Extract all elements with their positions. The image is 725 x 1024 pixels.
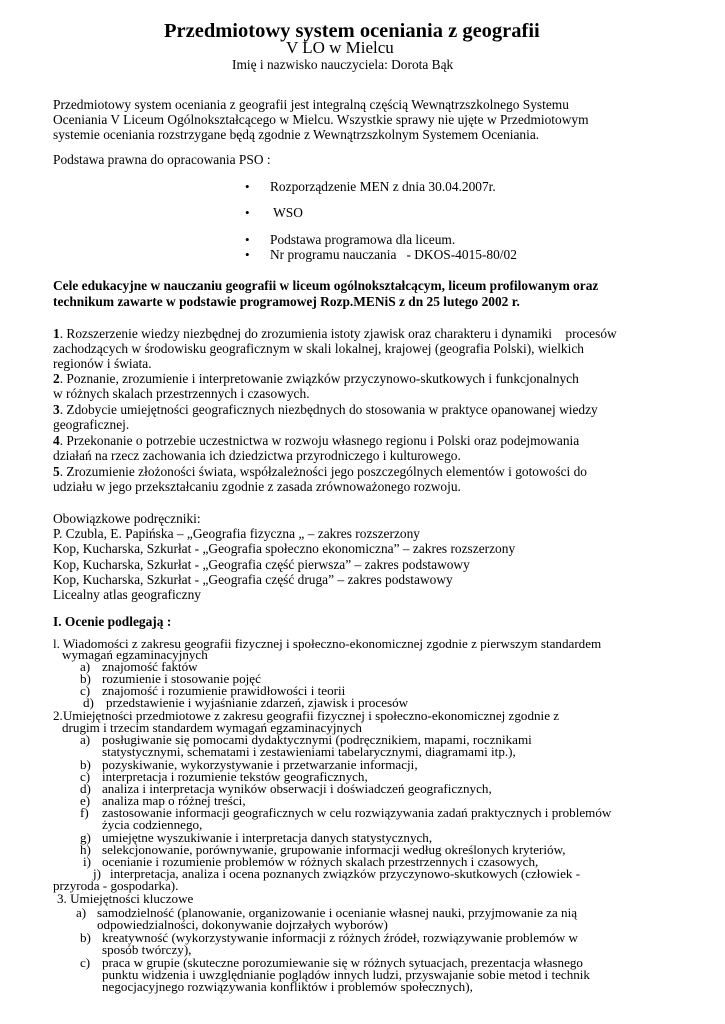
section-2-title: drugim i trzecim standardem wymagań egzaminacyjnych [62,720,362,735]
list-label: c) [80,683,91,698]
intro-line: systemie oceniania rozstrzygane będą zgodnie z Wewnątrzszkolnym Systemem Oceniania. [53,127,540,142]
goal-item-2: 2. Poznanie, zrozumienie i interpretowanie związków przyczynowo-skutkowych i funkcjonalnych [53,371,579,386]
list-item: posługiwanie się pomocami dydaktycznymi (podręcznikiem, mapami, rocznikami [102,732,532,747]
teacher-name: Imię i nazwisko nauczyciela: Dorota Bąk [232,57,454,72]
list-label: a) [80,732,91,747]
bullet-icon: • [245,179,250,194]
goals-heading: technikum zawarte w podstawie programowej Rozp.MENiS z dn 25 lutego 2002 r. [53,294,520,309]
list-label: a) [76,905,87,920]
goal-line: zachodzących w środowisku geograficznym w skali lokalnej, krajowej (geografia Polski), wielkich [53,341,584,356]
textbook-item: Kop, Kucharska, Szkurłat - „Geografia część pierwsza” – zakres podstawowy [53,557,470,572]
list-item: ocenianie i rozumienie problemów w różnych skalach przestrzennych i czasowych, [102,854,539,869]
list-label: b) [80,757,91,772]
list-item: interpretacja, analiza i ocena poznanych związków przyczynowo-skutkowych (człowiek - [110,866,581,881]
section-2-title: 2.Umiejętności przedmiotowe z zakresu geografii fizycznej i społeczno-ekonomicznej zgodnie z [53,708,560,723]
list-label: d) [80,781,91,796]
list-item: praca w grupie (skuteczne porozumiewanie się w różnych sytuacjach, prezentacja własnego [102,955,583,970]
legal-basis-item: Nr programu nauczania - DKOS-4015-80/02 [270,247,517,262]
list-item-cont: sposób twórczy), [102,942,192,957]
goal-line: działań na rzecz zachowania ich dziedzictwa przyrodniczego i kulturowego. [53,448,461,463]
list-label: c) [80,769,91,784]
list-item: pozyskiwanie, wykorzystywanie i przetwarzanie informacji, [102,757,418,772]
legal-basis-heading: Podstawa prawna do opracowania PSO : [53,152,271,167]
list-item: rozumienie i stosowanie pojęć [102,671,261,686]
bullet-icon: • [245,205,250,220]
textbooks-heading: Obowiązkowe podręczniki: [53,511,201,526]
intro-line: Oceniania V Liceum Ogólnokształcącego w Mielcu. Wszystkie sprawy nie ujęte w Przedmiotowym [53,112,589,127]
list-label: i) [83,854,91,869]
section-3-title: 3. Umiejętności kluczowe [57,891,194,906]
legal-basis-item: WSO [270,205,303,220]
list-label: b) [80,671,91,686]
goal-line: regionów i świata. [53,356,152,371]
list-item: zastosowanie informacji geograficznych w celu rozwiązywania zadań praktycznych i problemów [102,805,612,820]
list-item-cont: przyroda - gospodarka). [53,878,179,893]
list-item: analiza map o różnej treści, [102,793,246,808]
section-1-title: wymagań egzaminacyjnych [62,647,208,662]
goals-heading: Cele edukacyjne w nauczaniu geografii w liceum ogólnokształcącym, liceum profilowanym oraz [53,278,599,293]
list-item: kreatywność (wykorzystywanie informacji z różnych źródeł, rozwiązywanie problemów w [102,930,578,945]
list-item: umiejętne wyszukiwanie i interpretacja danych statystycznych, [102,830,433,845]
list-item: samodzielność (planowanie, organizowanie i ocenianie własnej nauki, przyjmowanie za nią [97,905,578,920]
intro-line: Przedmiotowy system oceniania z geografii jest integralną częścią Wewnątrzszkolnego Systemu [53,97,569,112]
list-item-cont: statystycznymi, schematami i zestawieniami tabelarycznymi, diagramami itp.), [102,744,516,759]
goal-line: udziału w jego przekształcaniu zgodnie z zasada zrównoważonego rozwoju. [53,479,461,494]
goal-line: w różnych skalach przestrzennych i czasowych. [53,386,310,401]
list-item-cont: odpowiedzialności, dokonywanie dojrzałych wyborów) [97,917,388,932]
textbook-item: Kop, Kucharska, Szkurłat - „Geografia społeczno ekonomiczna” – zakres rozszerzony [53,541,516,556]
list-item-cont: życia codziennego, [102,817,203,832]
list-item: znajomość i rozumienie prawidłowości i teorii [102,683,346,698]
list-label: g) [80,830,91,845]
list-item: interpretacja i rozumienie tekstów geograficznych, [102,769,368,784]
list-item-cont: negocjacyjnego rozwiązywania konfliktów i problemów społecznych), [102,979,473,994]
bullet-icon: • [245,232,250,247]
list-label: h) [80,842,91,857]
list-label: c) [80,955,91,970]
legal-basis-item: Podstawa programowa dla liceum. [270,232,456,247]
list-item: selekcjonowanie, porównywanie, grupowanie informacji według określonych kryteriów, [102,842,566,857]
school-name: V LO w Mielcu [286,38,394,57]
goal-item-1: 1. Rozszerzenie wiedzy niezbędnej do zrozumienia istoty zjawisk oraz charakteru i dynamiki procesów [53,326,617,341]
list-label: d) [83,695,94,710]
list-label: b) [80,930,91,945]
list-label: e) [80,793,91,808]
list-item: znajomość faktów [102,659,198,674]
list-item: przedstawienie i wyjaśnianie zdarzeń, zjawisk i procesów [106,695,409,710]
document-title: Przedmiotowy system oceniania z geografii [164,20,540,42]
goal-line: geograficznej. [53,417,130,432]
goal-item-5: 5. Zrozumienie złożoności świata, współzależności jego poszczególnych elementów i gotowości do [53,464,587,479]
list-item: analiza i interpretacja wyników obserwacji i doświadczeń geograficznych, [102,781,492,796]
list-label: a) [80,659,91,674]
textbook-item: P. Czubla, E. Papińska – „Geografia fizyczna „ – zakres rozszerzony [53,526,420,541]
section-1-title: l. Wiadomości z zakresu geografii fizycznej i społeczno-ekonomicznej zgodnie z pierwszym standardem [53,636,602,651]
assessment-heading: I. Ocenie podlegają : [53,614,172,629]
list-label: f) [80,805,89,820]
list-label: j) [93,866,101,881]
textbook-item: Licealny atlas geograficzny [53,587,201,602]
goal-item-3: 3. Zdobycie umiejętności geograficznych niezbędnych do stosowania w praktyce opanowanej wiedzy [53,402,598,417]
bullet-icon: • [245,247,250,262]
list-item-cont: punktu widzenia i uwzględnianie poglądów innych ludzi, przyswajanie sobie metod i technik [102,967,590,982]
goal-item-4: 4. Przekonanie o potrzebie uczestnictwa w rozwoju własnego regionu i Polski oraz podejmowania [53,433,580,448]
textbook-item: Kop, Kucharska, Szkurłat - „Geografia część druga” – zakres podstawowy [53,572,453,587]
legal-basis-item: Rozporządzenie MEN z dnia 30.04.2007r. [270,179,496,194]
